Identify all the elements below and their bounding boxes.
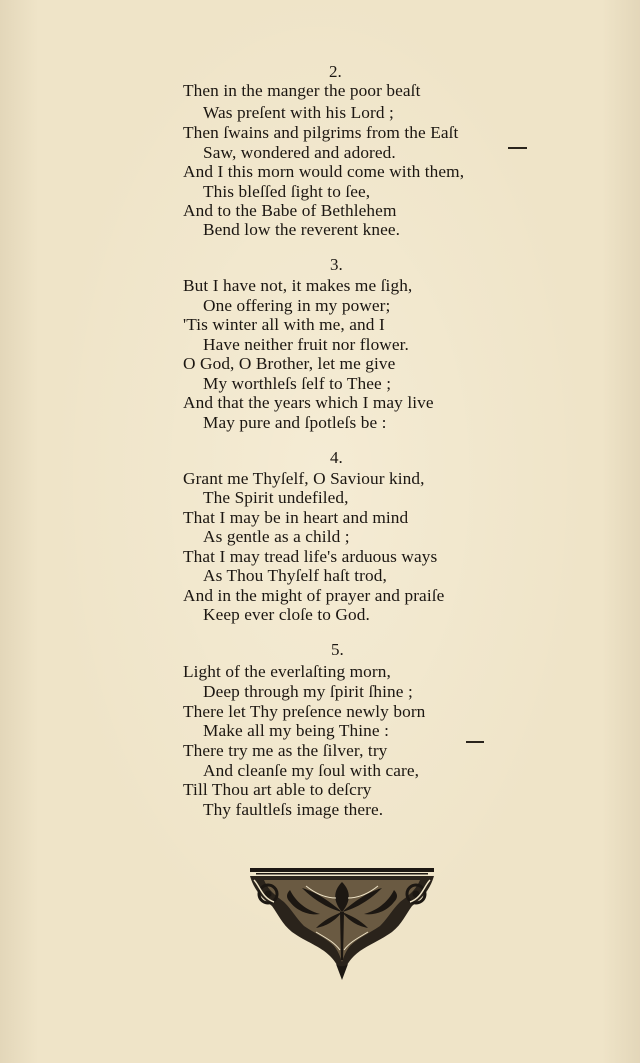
- stanza-number: 3.: [330, 255, 343, 274]
- verse-line: Keep ever cloſe to God.: [203, 605, 370, 624]
- stanza-number: 5.: [331, 640, 344, 659]
- verse-line: There let Thy preſence newly born: [183, 702, 426, 721]
- verse-line: That I may be in heart and mind: [183, 508, 409, 527]
- ornament-icon: [246, 868, 438, 980]
- verse-line: As Thou Thyſelf haſt trod,: [203, 566, 387, 585]
- verse-line: May pure and ſpotleſs be :: [203, 413, 387, 432]
- verse-line: And I this morn would come with them,: [183, 162, 465, 181]
- verse-line: O God, O Brother, let me give: [183, 354, 396, 373]
- verse-line: Then ſwains and pilgrims from the Eaſt: [183, 123, 459, 142]
- verse-line: This bleſſed ſight to ſee,: [203, 182, 371, 201]
- verse-line: And that the years which I may live: [183, 393, 434, 412]
- verse-line: The Spirit undefiled,: [203, 488, 349, 507]
- verse-line: Thy faultleſs image there.: [203, 800, 384, 819]
- verse-line: My worthleſs ſelf to Thee ;: [203, 374, 392, 393]
- verse-line: There try me as the ſilver, try: [183, 741, 388, 760]
- margin-mark: [508, 147, 527, 149]
- stanza-number: 4.: [330, 448, 343, 467]
- verse-line: That I may tread life's arduous ways: [183, 547, 438, 566]
- verse-line: 'Tis winter all with me, and I: [183, 315, 385, 334]
- verse-line: And in the might of prayer and praiſe: [183, 586, 445, 605]
- verse-line: Saw, wondered and adored.: [203, 143, 396, 162]
- verse-line: And cleanſe my ſoul with care,: [203, 761, 420, 780]
- verse-line: Light of the everlaſting morn,: [183, 662, 391, 681]
- margin-mark: [466, 741, 484, 743]
- verse-line: And to the Babe of Bethlehem: [183, 201, 397, 220]
- verse-line: Was preſent with his Lord ;: [203, 103, 394, 122]
- verse-line: Grant me Thyſelf, O Saviour kind,: [183, 469, 425, 488]
- verse-line: Till Thou art able to deſcry: [183, 780, 372, 799]
- verse-line: Make all my being Thine :: [203, 721, 389, 740]
- verse-line: As gentle as a child ;: [203, 527, 350, 546]
- verse-line: Then in the manger the poor beaſt: [183, 81, 421, 100]
- verse-line: Bend low the reverent knee.: [203, 220, 401, 239]
- verse-line: One offering in my power;: [203, 296, 391, 315]
- verse-line: Have neither fruit nor flower.: [203, 335, 409, 354]
- stanza-number: 2.: [329, 62, 342, 81]
- verse-line: But I have not, it makes me ſigh,: [183, 276, 413, 295]
- verse-line: Deep through my ſpirit ſhine ;: [203, 682, 413, 701]
